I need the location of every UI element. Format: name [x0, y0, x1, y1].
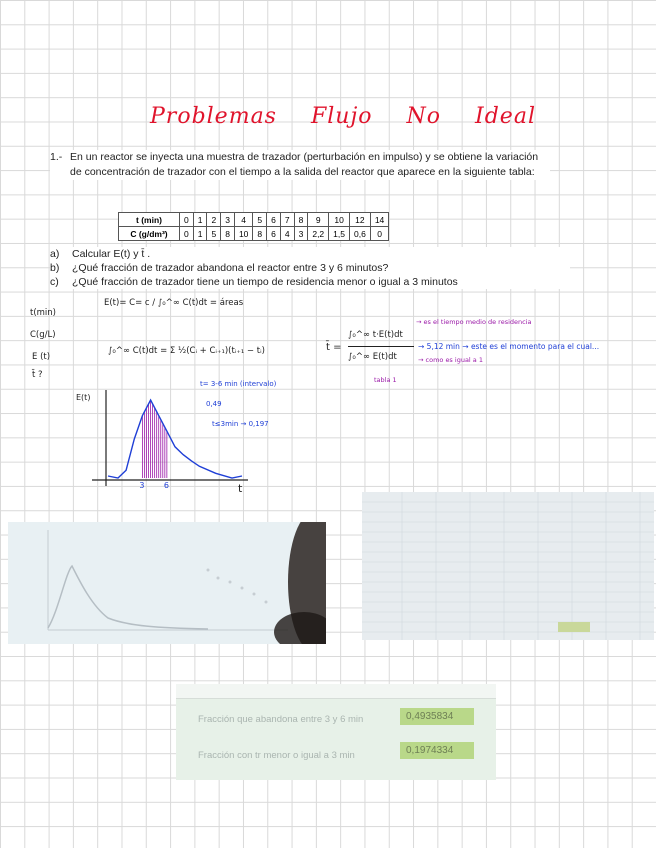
note-formula-integral: ∫₀^∞ C(t)dt = Σ ½(Cᵢ + Cᵢ₊₁)(tᵢ₊₁ − tᵢ) [108, 346, 265, 356]
note-purple-1: → es el tiempo medio de residencia [416, 318, 532, 326]
result-value-le3: 0,1974334 [400, 742, 474, 759]
note-purple-2: → como es igual a 1 [418, 356, 483, 364]
table-cell-time: 2 [207, 213, 221, 227]
graph-ylabel: E(t) [76, 393, 91, 402]
data-table [118, 212, 389, 241]
et-curve [108, 400, 242, 478]
note-mean-result: → 5,12 min → este es el momento para el cual... [418, 342, 600, 351]
results-column-header [176, 684, 496, 699]
note-mean-symbol: t̄ = [326, 342, 342, 353]
note-tmean: t̄ ? [32, 370, 43, 380]
photo-spreadsheet [362, 492, 654, 640]
table-cell-concentration: 8 [221, 227, 235, 241]
question-c [50, 275, 570, 289]
note-formula-e: E(t)= C= c / ∫₀^∞ C(t)dt = áreas [104, 298, 244, 308]
note-tmin: t(min) [30, 308, 56, 318]
note-purple-3: tabla 1 [374, 376, 397, 384]
graph-tick-3: 3 [139, 481, 145, 490]
question-text: Calcular E(t) y t̄ . [72, 248, 151, 260]
problem-number: 1.- [50, 151, 63, 163]
table-cell-concentration: 0 [180, 227, 194, 241]
note-cgl: C(g/L) [30, 330, 56, 340]
table-cell-time: 0 [180, 213, 194, 227]
table-cell-concentration: 4 [280, 227, 294, 241]
questions-list [50, 247, 570, 289]
title-word-flujo: Flujo [310, 104, 373, 129]
problem-statement [50, 150, 550, 180]
table-cell-time: 12 [350, 213, 371, 227]
table-cell-time: 9 [308, 213, 329, 227]
table-cell-time: 6 [267, 213, 281, 227]
page-title [150, 104, 536, 138]
problem-text: En un reactor se inyecta una muestra de trazador (perturbación en impulso) y se obtiene la variación de concentración de trazador con el tiempo a la salida del reactor que aparece en la siguiente tabla: [70, 151, 539, 178]
graph-tick-6: 6 [163, 481, 169, 490]
result-label-le3: Fracción con tr menor o igual a 3 min [198, 750, 355, 761]
note-mean-denominator: ∫₀^∞ E(t)dt [348, 352, 397, 362]
graph-note-interval: t= 3-6 min (intervalo) [200, 380, 277, 388]
table-cell-time: 7 [280, 213, 294, 227]
table-cell-concentration: 6 [267, 227, 281, 241]
photo-results [176, 684, 496, 780]
table-cell-time: 4 [234, 213, 252, 227]
shaded-region [142, 400, 166, 478]
question-text: ¿Qué fracción de trazador abandona el reactor entre 3 y 6 minutos? [72, 262, 389, 274]
title-word-ideal: Ideal [475, 104, 536, 129]
table-cell-concentration: 5 [207, 227, 221, 241]
table-cell-concentration: 0 [370, 227, 388, 241]
question-a [50, 247, 570, 261]
photo-spreadsheet-graphic [362, 492, 654, 640]
table-row-time [119, 213, 389, 227]
graph-xlabel: t [238, 482, 243, 495]
table-cell-time: 10 [329, 213, 350, 227]
question-label: c) [50, 276, 59, 288]
note-mean-numerator: ∫₀^∞ t·E(t)dt [348, 330, 403, 340]
table-cell-concentration: 1 [193, 227, 207, 241]
table-cell-time: 8 [294, 213, 308, 227]
et-curve-sketch [70, 380, 330, 520]
title-word-problemas: Problemas [150, 104, 277, 129]
result-value-3-6: 0,4935834 [400, 708, 474, 725]
table-cell-time: 3 [221, 213, 235, 227]
table-cell-time: 5 [253, 213, 267, 227]
question-label: a) [50, 248, 60, 260]
table-cell-concentration: 10 [234, 227, 252, 241]
table-cell-concentration: 0,6 [350, 227, 371, 241]
note-et: E (t) [32, 352, 51, 362]
photo-chart-graphic [8, 522, 326, 644]
table-header-concentration: C (g/dm³) [119, 227, 180, 241]
result-label-3-6: Fracción que abandona entre 3 y 6 min [198, 714, 364, 725]
question-b [50, 261, 570, 275]
question-label: b) [50, 262, 60, 274]
table-row-concentration [119, 227, 389, 241]
graph-note-049: 0,49 [206, 400, 222, 408]
table-cell-concentration: 8 [253, 227, 267, 241]
table-cell-concentration: 1,5 [329, 227, 350, 241]
table-cell-concentration: 3 [294, 227, 308, 241]
question-text: ¿Qué fracción de trazador tiene un tiempo de residencia menor o igual a 3 minutos [72, 276, 458, 288]
fraction-bar [348, 346, 414, 347]
photo-chart-screen [8, 522, 326, 644]
table-header-time: t (min) [119, 213, 180, 227]
graph-note-0197: t≤3min → 0,197 [212, 420, 269, 428]
table-cell-time: 14 [370, 213, 388, 227]
table-cell-time: 1 [193, 213, 207, 227]
table-cell-concentration: 2,2 [308, 227, 329, 241]
title-word-no: No [406, 104, 442, 129]
